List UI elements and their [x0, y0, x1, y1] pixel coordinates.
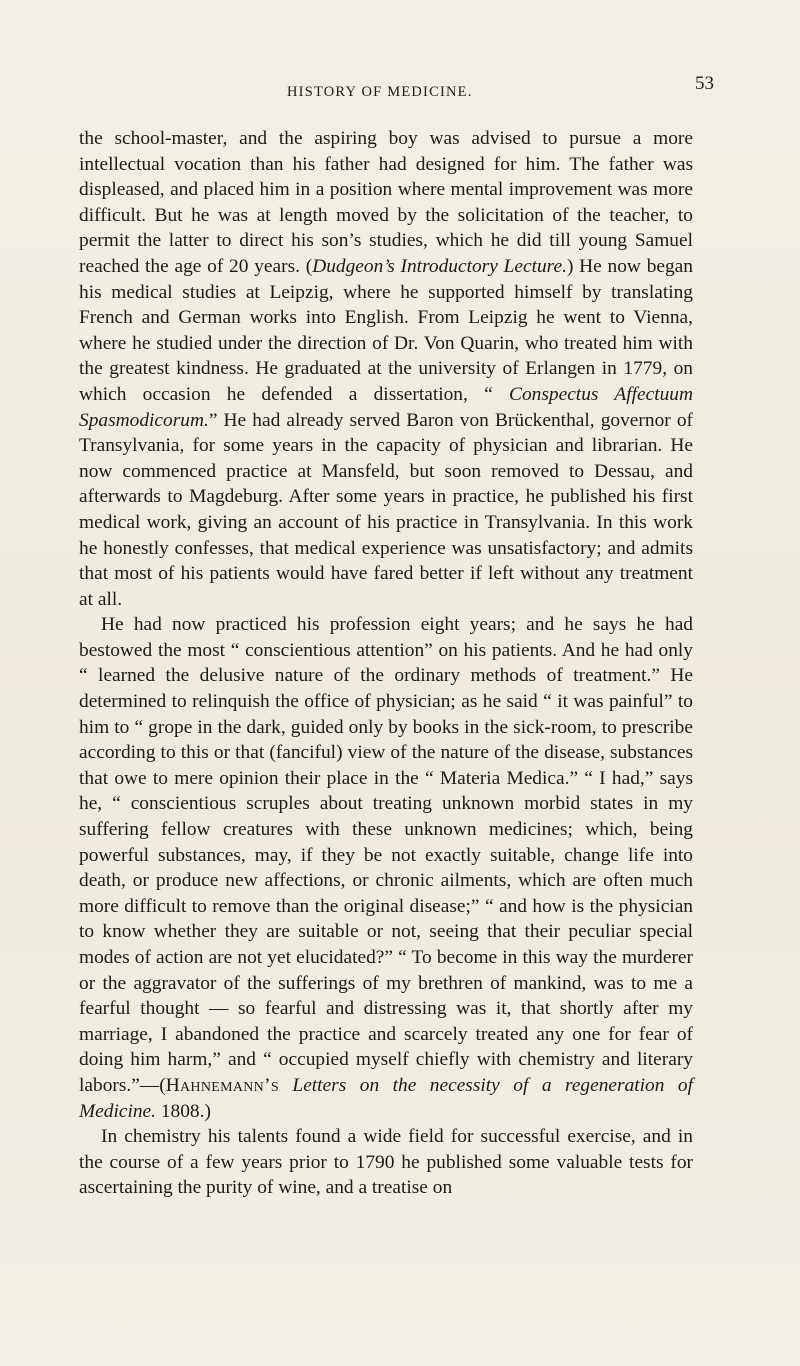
- text-run: In chemistry his talents found a wide field for successful exercise, and in the course of a few years prior to 1790 he published some valuable tests for ascertaining the purity of wine, and a treatise on: [79, 1126, 693, 1199]
- paragraph: [79, 1124, 693, 1201]
- author-smallcaps: Hahnemann’s: [165, 1074, 279, 1096]
- citation-italic: Letters on the necessity of a regeneration of Medicine.: [79, 1074, 693, 1122]
- paragraph: [79, 612, 693, 1124]
- body-text: [79, 126, 693, 1201]
- text-run: the school-master, and the aspiring boy was advised to pursue a more intellectual vocation than his father had designed for him. The father was displeased, and placed him in a position where mental improvement was more difficult. But he was at length moved by the solicitation of the teacher, to permit the latter to direct his son’s studies, which he did till young Samuel reached the age of 20 years. (: [79, 128, 693, 277]
- page-number: 53: [695, 73, 714, 94]
- paragraph: [79, 126, 693, 612]
- text-run: ” He had already served Baron von Brückenthal, governor of Transylvania, for some years in the capacity of physician and librarian. He now commenced practice at Mansfeld, but soon removed to Dessau, and afterwards to Magdeburg. After some years in practice, he published his first medical work, giving an account of his practice in Transylvania. In this work he honestly confesses, that medical experience was unsatisfactory; and admits that most of his patients would have fared better if left without any treatment at all.: [79, 409, 693, 610]
- dissertation-title: Conspectus Affectuum Spasmodicorum.: [79, 383, 693, 431]
- citation-italic: Dudgeon’s Introductory Lecture.: [312, 255, 567, 277]
- text-run: ) He now began his medical studies at Leipzig, where he supported himself by translating French and German works into English. From Leipzig he went to Vienna, where he studied under the direction of Dr. Von Quarin, who treated him with the greatest kindness. He graduated at the university of Erlangen in 1779, on which occasion he defended a dissertation, “: [79, 255, 693, 405]
- text-run: He had now practiced his profession eight years; and he says he had bestowed the most “ conscientious attention” on his patients. And he had only “ learned the delusive nature of the ordinary methods of treatment.” He determined to relinquish the office of physician; as he said “ it was painful” to him to “ grope in the dark, guided only by books in the sick-room, to prescribe according to this or that (fanciful) view of the nature of the disease, substances that owe to mere opinion their place in the “ Materia Medica.” “ I had,” says he, “ conscientious scruples about treating unknown morbid states in my suffering fellow creatures with these unknown medicines; which, being powerful substances, may, if they be not exactly suitable, change life into death, or produce new affections, or chronic ailments, which are often much more difficult to remove than the original disease;” “ and how is the physician to know whether they are suitable or not, seeing that their peculiar special modes of action are not yet elucidated?” “ To become in this way the murderer or the aggravator of the sufferings of my brethren of mankind, was to me a fearful thought — so fearful and distressing was it, that shortly after my marriage, I abandoned the practice and scarcely treated any one for fear of doing him harm,” and “ occupied myself chiefly with chemistry and literary labors.”—(: [79, 614, 693, 1096]
- text-run: 1808.): [156, 1100, 211, 1122]
- running-head: [0, 73, 800, 110]
- running-title: HISTORY OF MEDICINE.: [287, 84, 473, 100]
- text-run: [279, 1075, 292, 1096]
